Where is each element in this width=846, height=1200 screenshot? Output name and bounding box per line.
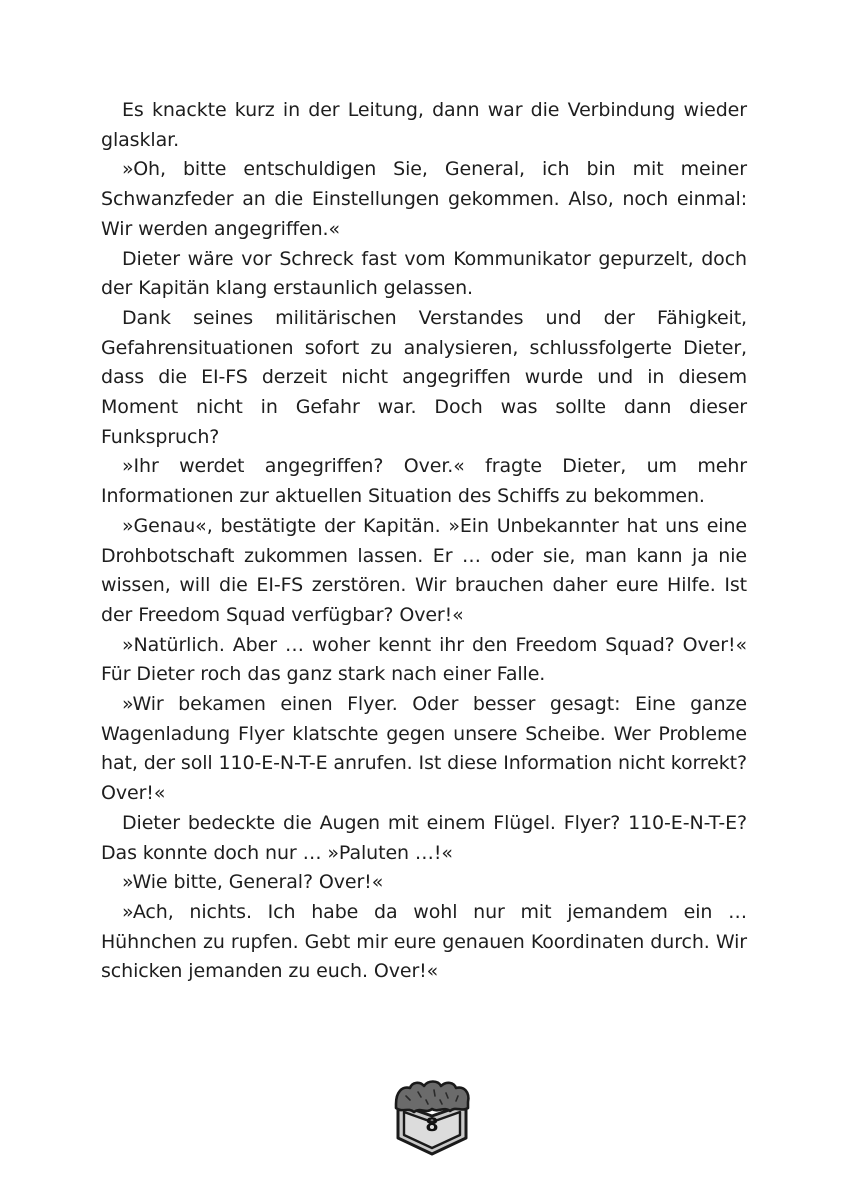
paragraph-10: »Wie bitte, General? Over!«	[122, 871, 384, 894]
paragraph-9: Dieter bedeckte die Augen mit einem Flügel. Flyer? 110-E-N-T-E? Das konnte doch nur … »Paluten …!«	[101, 811, 747, 864]
page-body-text	[101, 96, 747, 987]
paragraph-6: »Genau«, bestätigte der Kapitän. »Ein Unbekannter hat uns eine Drohbotschaft zukommen lassen. Er … oder sie, man kann ja nie wissen, will die EI-FS zerstören. Wir brauchen daher eure Hilfe. Ist der Freedom Squad verfügbar? Over!«	[101, 514, 747, 626]
paragraph-3: Dieter wäre vor Schreck fast vom Kommunikator gepurzelt, doch der Kapitän klang erstaunlich gelassen.	[101, 247, 747, 300]
paragraph-7: »Natürlich. Aber … woher kennt ihr den Freedom Squad? Over!« Für Dieter roch das ganz stark nach einer Falle.	[101, 633, 747, 686]
paragraph-11: »Ach, nichts. Ich habe da wohl nur mit jemandem ein … Hühnchen zu rupfen. Gebt mir eure genauen Koordinaten durch. Wir schicken jemanden zu euch. Over!«	[101, 900, 747, 983]
paragraph-8: »Wir bekamen einen Flyer. Oder besser gesagt: Eine ganze Wagenladung Flyer klatschte gegen unsere Scheibe. Wer Probleme hat, der soll 110-E-N-T-E anrufen. Ist diese Information nicht korrekt? Over!«	[101, 693, 747, 805]
paragraph-5: »Ihr werdet angegriffen? Over.« fragte Dieter, um mehr Informationen zur aktuellen Situation des Schiffs zu bekommen.	[101, 455, 747, 508]
page-number-badge	[390, 1078, 474, 1158]
paragraph-2: »Oh, bitte entschuldigen Sie, General, ich bin mit meiner Schwanzfeder an die Einstellungen gekommen. Also, noch einmal: Wir werden angegriffen.«	[101, 158, 747, 240]
paragraph-4: Dank seines militärischen Verstandes und der Fähigkeit, Gefahrensituationen sofort zu analysieren, schlussfolgerte Dieter, dass die EI-FS derzeit nicht angegriffen wurde und in diesem Moment nicht in Gefahr war. Doch was sollte dann dieser Funkspruch?	[101, 306, 747, 448]
paragraph-1: Es knackte kurz in der Leitung, dann war die Verbindung wieder glasklar.	[101, 99, 747, 151]
page-number: 8	[425, 1114, 439, 1136]
